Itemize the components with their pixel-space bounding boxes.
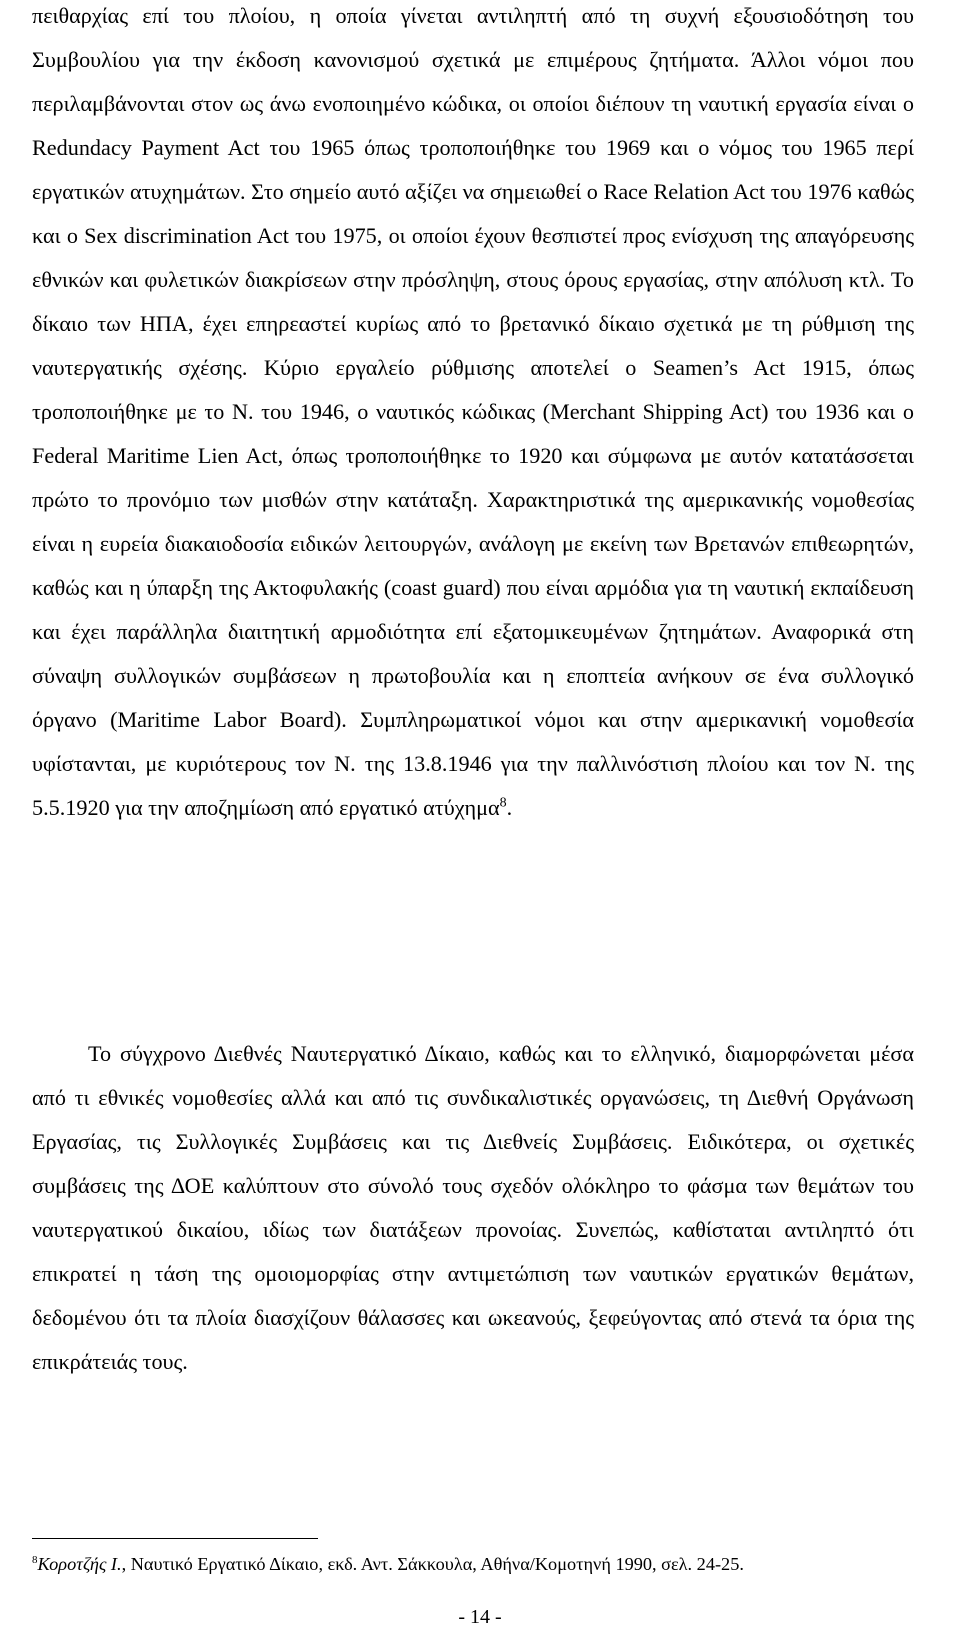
body-paragraph-1 <box>32 0 914 830</box>
paragraph-1-end: . <box>506 795 513 820</box>
footnote-number: 8 <box>32 1553 38 1566</box>
paragraph-1-text: πειθαρχίας επί του πλοίου, η οποία γίνεται αντιληπτή από τη συχνή εξουσιοδότηση του Συμβουλίου για την έκδοση κανονισμού σχετικά με επιμέρους ζητήματα. Άλλοι νόμοι που περιλαμβάνονται στον ως άνω ενοποιημένο κώδικα, οι οποίοι διέπουν τη ναυτική εργασία είναι ο Redundacy Payment Act του 1965 όπως τροποποιήθηκε του 1969 και ο νόμος του 1965 περί εργατικών ατυχημάτων. Στο σημείο αυτό αξίζει να σημειωθεί ο Race Relation Act του 1976 καθώς και ο Sex discrimination Act του 1975, οι οποίοι έχουν θεσπιστεί προς ενίσχυση της απαγόρευσης εθνικών και φυλετικών διακρίσεων στην πρόσληψη, στους όρους εργασίας, στην απόλυση κτλ. Το δίκαιο των ΗΠΑ, έχει επηρεαστεί κυρίως από το βρετανικό δίκαιο σχετικά με τη ρύθμιση της ναυτεργατικής σχέσης. Κύριο εργαλείο ρύθμισης αποτελεί ο Seamen’s Act 1915, όπως τροποποιήθηκε με το Ν. του 1946, ο ναυτικός κώδικας (Merchant Shipping Act) του 1936 και ο Federal Maritime Lien Act, όπως τροποποιήθηκε το 1920 και σύμφωνα με αυτόν κατατάσσεται πρώτο το προνόμιο των μισθών στην κατάταξη. Χαρακτηριστικά της αμερικανικής νομοθεσίας είναι η ευρεία διακαιοδοσία ειδικών λειτουργών, ανάλογη με εκείνη των Βρετανών επιθεωρητών, καθώς και η ύπαρξη της Ακτοφυλακής (coast guard) που είναι αρμόδια για τη ναυτική εκπαίδευση και έχει παράλληλα διαιτητική αρμοδιότητα επί εξατομικευμένων ζητημάτων. Αναφορικά στη σύναψη συλλογικών συμβάσεων η πρωτοβουλία και η εποπτεία ανήκουν σε ένα συλλογικό όργανο (Maritime Labor Board). Συμπληρωματικοί νόμοι και στην αμερικανική νομοθεσία υφίστανται, με κυριότερους τον Ν. της 13.8.1946 για την παλλινόστιση πλοίου και τον Ν. της 5.5.1920 για την αποζημίωση από εργατικό ατύχημα <box>32 3 914 820</box>
footnote-text: , Ναυτικό Εργατικό Δίκαιο, εκδ. Αντ. Σάκκουλα, Αθήνα/Κομοτηνή 1990, σελ. 24-25. <box>121 1554 744 1574</box>
footnote-separator <box>32 1538 318 1539</box>
footnote-author: Κοροτζής Ι. <box>37 1554 122 1574</box>
footnote-reference: 8 <box>499 795 507 811</box>
page-number: - 14 - <box>458 1606 502 1628</box>
footnote <box>32 1552 920 1576</box>
body-paragraph-2: Το σύγχρονο Διεθνές Ναυτεργατικό Δίκαιο, καθώς και το ελληνικό, διαμορφώνεται μέσα από τι εθνικές νομοθεσίες αλλά και από τις συνδικαλιστικές οργανώσεις, τη Διεθνή Οργάνωση Εργασίας, τις Συλλογικές Συμβάσεις και τις Διεθνείς Συμβάσεις. Ειδικότερα, οι σχετικές συμβάσεις της ΔΟΕ καλύπτουν στο σύνολό τους σχεδόν ολόκληρο το φάσμα των θεμάτων του ναυτεργατικού δικαίου, ιδίως των διατάξεων προνοίας. Συνεπώς, καθίσταται αντιληπτό ότι επικρατεί η τάση της ομοιομορφίας στην αντιμετώπιση των ναυτικών εργατικών θεμάτων, δεδομένου ότι τα πλοία διασχίζουν θάλασσες και ωκεανούς, ξεφεύγοντας από στενά τα όρια της επικράτειάς τους. <box>32 1041 914 1374</box>
